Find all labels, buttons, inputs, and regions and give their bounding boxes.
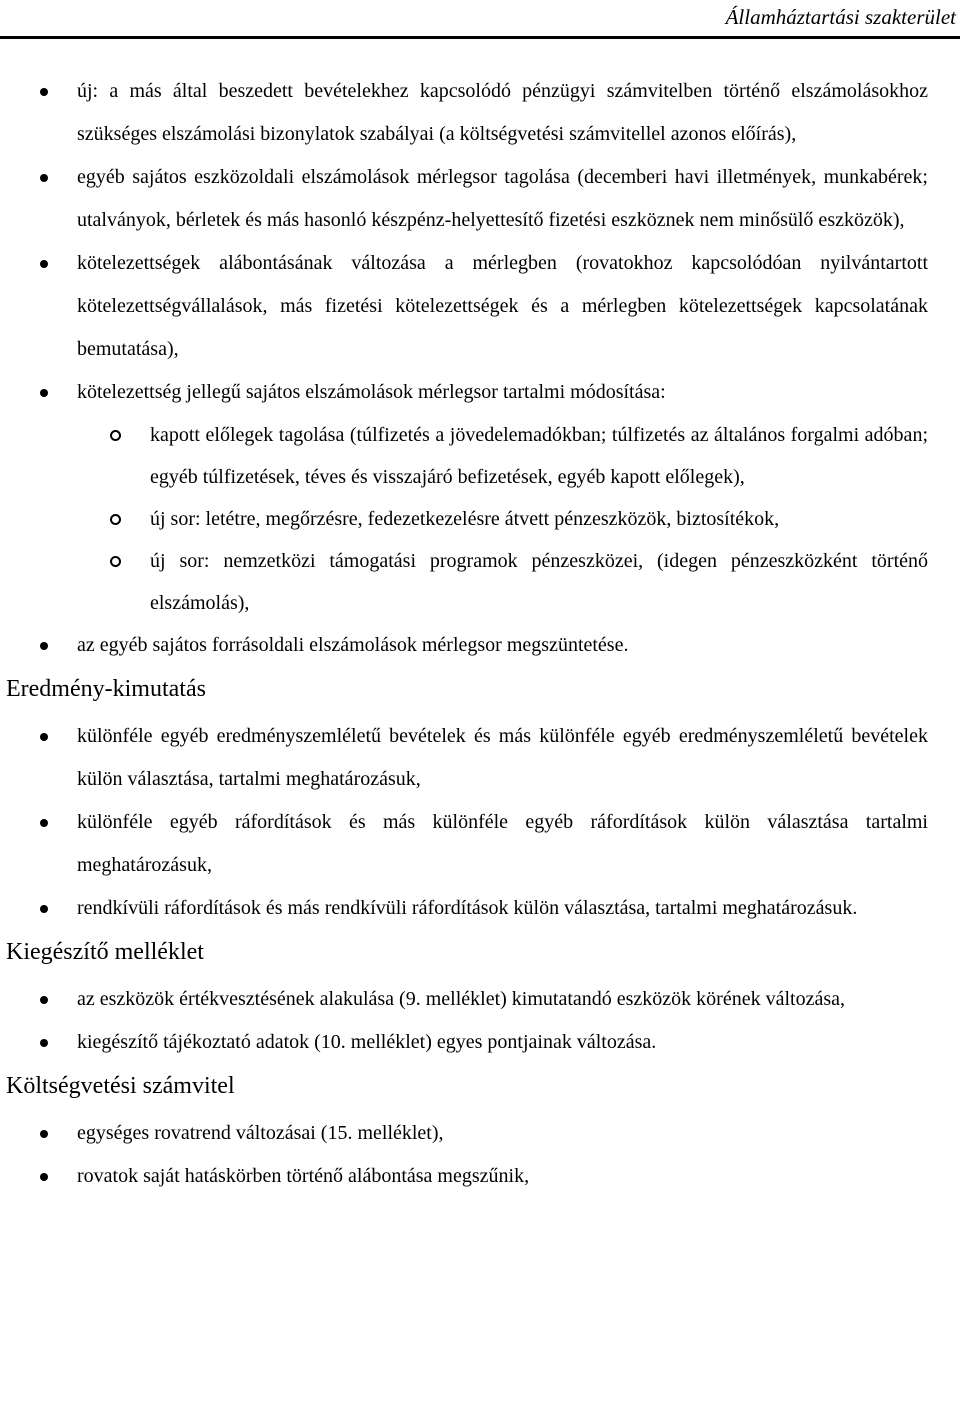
bullet-icon (40, 260, 48, 268)
bullet-icon (40, 819, 48, 827)
bullet-list (0, 715, 960, 930)
bullet-list (0, 70, 960, 667)
sub-list-item-text: kapott előlegek tagolása (túlfizetés a jövedelemadókban; túlfizetés az általános forgalmi adóban; egyéb túlfizetések, téves és visszajáró befizetések, egyéb kapott előlegek), (150, 424, 928, 488)
bullet-icon (40, 905, 48, 913)
list-item-text: rendkívüli ráfordítások és más rendkívüli ráfordítások külön választása, tartalmi meghatározásuk. (77, 897, 858, 919)
sub-list-item (77, 540, 928, 624)
bullet-icon (40, 88, 48, 96)
sub-list-item-text: új sor: nemzetközi támogatási programok pénzeszközei, (idegen pénzeszközként történő elszámolás), (150, 550, 928, 614)
list-item (0, 1155, 960, 1198)
circle-bullet-icon (110, 514, 121, 525)
list-item (0, 371, 960, 624)
list-item-text: különféle egyéb eredményszemléletű bevételek és más különféle egyéb eredményszemléletű bevételek külön választása, tartalmi meghatározásuk, (77, 725, 928, 790)
bullet-icon (40, 1173, 48, 1181)
list-item (0, 242, 960, 371)
list-item (0, 1021, 960, 1064)
bullet-list (0, 1112, 960, 1198)
list-item-text: egyéb sajátos eszközoldali elszámolások mérlegsor tagolása (decemberi havi illetmények, munkabérek; utalványok, bérletek és más hasonló készpénz-helyettesítő fizetési eszköznek nem minősülő eszközök), (77, 166, 928, 231)
bullet-icon (40, 733, 48, 741)
section-heading-koltsegvetesi-szamvitel: Költségvetési számvitel (6, 1073, 235, 1099)
list-item-text: különféle egyéb ráfordítások és más különféle egyéb ráfordítások külön választása tartalmi meghatározásuk, (77, 811, 928, 876)
document-body (0, 70, 960, 1198)
list-item-text: az egyéb sajátos forrásoldali elszámolások mérlegsor megszüntetése. (77, 634, 629, 656)
list-item (0, 715, 960, 801)
list-item (0, 70, 960, 156)
sub-list-item (77, 498, 928, 540)
sub-list-item (77, 414, 928, 498)
sub-list (77, 414, 928, 624)
sub-list-item-text: új sor: letétre, megőrzésre, fedezetkezelésre átvett pénzeszközök, biztosítékok, (150, 508, 780, 530)
bullet-icon (40, 1130, 48, 1138)
list-item-text: az eszközök értékvesztésének alakulása (9. melléklet) kimutatandó eszközök körének változása, (77, 988, 845, 1010)
list-item-text: kötelezettség jellegű sajátos elszámolások mérlegsor tartalmi módosítása: (77, 381, 666, 403)
circle-bullet-icon (110, 430, 121, 441)
list-item (0, 1112, 960, 1155)
running-header: Államháztartási szakterület (725, 5, 956, 29)
section-heading-kiegeszito-melleklet: Kiegészítő melléklet (6, 939, 204, 965)
list-item-text: új: a más által beszedett bevételekhez kapcsolódó pénzügyi számvitelben történő elszámolásokhoz szükséges elszámolási bizonylatok szabályai (a költségvetési számvitellel azonos előírás), (77, 80, 928, 145)
bullet-list (0, 978, 960, 1064)
bullet-icon (40, 642, 48, 650)
bullet-icon (40, 1039, 48, 1047)
list-item (0, 624, 960, 667)
header-rule (0, 36, 960, 39)
list-item (0, 801, 960, 887)
bullet-icon (40, 389, 48, 397)
circle-bullet-icon (110, 556, 121, 567)
bullet-icon (40, 174, 48, 182)
list-item (0, 156, 960, 242)
list-item-text: egységes rovatrend változásai (15. melléklet), (77, 1122, 444, 1144)
list-item (0, 978, 960, 1021)
bullet-icon (40, 996, 48, 1004)
list-item-text: kiegészítő tájékoztató adatok (10. melléklet) egyes pontjainak változása. (77, 1031, 657, 1053)
section-heading-eredmeny-kimutatas: Eredmény-kimutatás (6, 676, 206, 702)
list-item-text: rovatok saját hatáskörben történő alábontása megszűnik, (77, 1165, 530, 1187)
list-item-text: kötelezettségek alábontásának változása a mérlegben (rovatokhoz kapcsolódóan nyilvántartott kötelezettségvállalások, más fizetési kötelezettségek és a mérlegben kötelezettségek kapcsolatának bemutatása), (77, 252, 928, 360)
list-item (0, 887, 960, 930)
